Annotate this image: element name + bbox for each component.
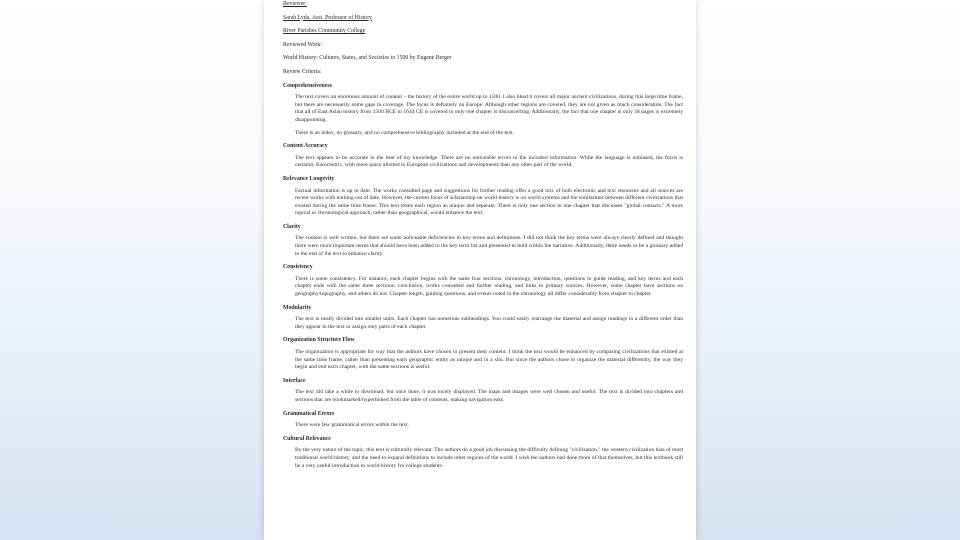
section-heading: Cultural Relevance xyxy=(283,435,331,442)
reviewer-institution: River Parishes Community College xyxy=(283,28,366,35)
section-paragraph: There is some consistency. For instance, each chapter begins with the same four sections: chronology, introduction, questions to guide reading, and key terms and each chapter ends with the same three sections: conclusion, works consulted and further reading, and links to primary sources. However, some chapter have sections on geography/topography, and others do not. Chapter length, guiding questions, and events noted in the chronology all differ considerably from chapter to chapter. xyxy=(295,275,683,298)
section-heading: Content Accuracy xyxy=(283,143,328,150)
section-paragraph: By the very nature of the topic, this text is culturally relevant. The authors do a good job discussing the difficulty defining "civilization," the western civilization bias of most traditional world history, and the need to expand definitions to include other regions of the world. I wish the authors had done more of that themselves, but this textbook still be a very useful introduction to world history for college students. xyxy=(295,447,683,469)
section-cultural-relevance xyxy=(283,436,683,470)
section-heading: Relevance Longevity xyxy=(283,175,335,182)
section-paragraph: There were few grammatical errors within the text. xyxy=(295,422,409,429)
section-relevance-longevity xyxy=(283,176,683,218)
review-criteria-label: Review Criteria: xyxy=(283,68,322,75)
section-paragraph: The organization is appropriate for way that the authors have chosen to present their content. I think the text would be enhanced by comparing civilizations that existed at the same time frame, rather than presenting each geographic entity as unique and in a silo. But since the authors chose to organize the material differently, the way they begin and end each chapter, with the same sections is useful. xyxy=(295,349,683,371)
reviewer-name: Sarah Lyda, Asst. Professor of History xyxy=(283,14,373,21)
section-comprehensiveness xyxy=(283,83,683,138)
section-paragraph: The text is neatly divided into smaller units. Each chapter has numerous subheadings. You could easily rearrange the material and assign readings in a different order than they appear in the text or assign only parts of each chapter. xyxy=(295,316,683,330)
section-heading: Consistency xyxy=(283,264,313,271)
section-clarity xyxy=(283,224,683,258)
section-grammatical-errors xyxy=(283,411,683,430)
section-content-accuracy xyxy=(283,143,683,170)
section-paragraph: The content is well written, but there are some noticeable deficiencies in key terms and definitions. I did not think the key terms were always clearly defined and thought there were more important terms that should have been added to the key term list and presented in bold within the narrative. Additionally, there needs to be a glossary added to the end of the text to enhance clarity. xyxy=(295,235,683,257)
document-page xyxy=(264,0,696,540)
reviewed-work-title: World History: Cultures, States, and Societies to 1500 by Eugene Berger xyxy=(283,55,452,62)
reviewer-label: Reviewer: xyxy=(283,1,307,7)
section-paragraph: The text appears to be accurate in the best of my knowledge. There are no noticeable errors in the included information. While the language is unbiased, the focus is certainly Eurocentric, with more space allotted to European civilizations and developments than any other part of the world. xyxy=(295,154,683,169)
section-paragraph: The text did take a while to download, but once done, it was nicely displayed. The maps and images were well chosen and useful. The text is divided into chapters and sections that are bookmarked/hyperlinked from the table of contents, making navigation easy. xyxy=(295,389,683,403)
section-heading: Clarity xyxy=(283,223,301,230)
section-heading: Modularity xyxy=(283,304,312,311)
reviewed-work-label: Reviewed Work: xyxy=(283,41,322,48)
section-heading: Grammatical Errors xyxy=(283,410,335,417)
section-modularity xyxy=(283,305,683,332)
section-paragraph: Factual information is up to date. The works consulted page and suggestions for further reading offer a good mix of both electronic and text resources and all sources are recent works with nothing out of date. However, the current focus of scholarship on world history is on world systems and the similarities between different civilizations that existed during the same time frame. This text treats each region as unique and separate. There is only one section in one chapter that discusses "global contacts." A more topical or chronological approach, rather than geographical, would enhance the text. xyxy=(295,187,683,217)
section-heading: Organization Structure Flow xyxy=(283,337,355,344)
document-content xyxy=(283,1,683,475)
section-paragraph: The text covers an enormous amount of content – the history of the entire world up to 1500. I also liked it covers all major ancient civilizations, during this large time frame, but there are necessarily some gaps in coverage. The focus is definitely on Europe. Although other regions are covered, they are not given as much consideration. The fact that all of East Asian history from 1500 BCE to 1644 CE is covered in only one chapter is disconcerting. Additionally, the fact that one chapter is only 58 pages is extremely disappointing. xyxy=(295,94,683,123)
section-paragraph: There is an index, no glossary, and no comprehensive bibliography included at the end of the text. xyxy=(295,129,515,136)
section-interface xyxy=(283,378,683,405)
section-heading: Comprehensiveness xyxy=(283,82,332,89)
section-organization xyxy=(283,337,683,371)
section-consistency xyxy=(283,264,683,298)
section-heading: Interface xyxy=(283,377,306,384)
